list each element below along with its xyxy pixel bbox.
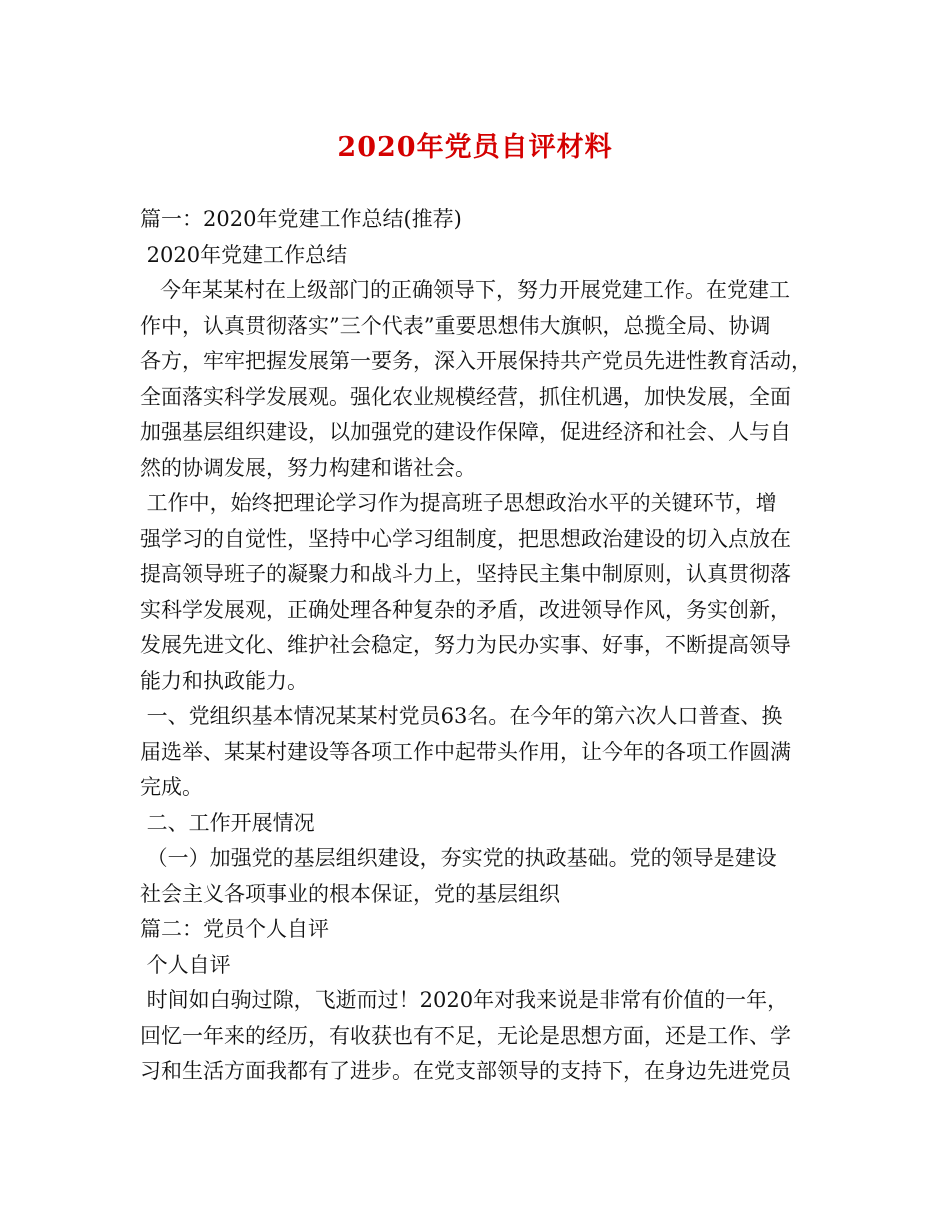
text-line: 社会主义各项事业的根本保证，党的基层组织 [140, 881, 560, 906]
text-line: 个人自评 [140, 952, 231, 977]
document-body [140, 202, 820, 1090]
text-line: 时间如白驹过隙，飞逝而过！2020年对我来说是非常有价值的一年， [140, 988, 789, 1012]
text-line: 各方，牢牢把握发展第一要务，深入开展保持共产党员先进性教育活动， [140, 349, 812, 373]
text-line: 提高领导班子的凝聚力和战斗力上，坚持民主集中制原则，认真贯彻落 [140, 562, 791, 586]
text-line: 实科学发展观，正确处理各种复杂的矛盾，改进领导作风，务实创新， [140, 597, 791, 622]
text-line: 加强基层组织建设，以加强党的建设作保障，促进经济和社会、人与自 [140, 420, 791, 444]
text-line: 二、工作开展情况 [140, 810, 315, 835]
text-line: 能力和执政能力。 [140, 668, 308, 693]
text-line: 全面落实科学发展观。强化农业规模经营，抓住机遇，加快发展，全面 [140, 384, 791, 409]
text-line: 强学习的自觉性，坚持中心学习组制度，把思想政治建设的切入点放在 [140, 526, 791, 551]
text-line: （一）加强党的基层组织建设，夯实党的执政基础。党的领导是建设 [140, 846, 777, 870]
text-line: 篇二：党员个人自评 [140, 917, 329, 941]
text-line: 一、党组织基本情况某某村党员63名。在今年的第六次人口普查、换 [140, 704, 783, 728]
text-line: 然的协调发展，努力构建和谐社会。 [140, 455, 476, 480]
document-title: 2020年党员自评材料 [337, 132, 613, 163]
text-line: 习和生活方面我都有了进步。在党支部领导的支持下，在身边先进党员 [140, 1059, 791, 1083]
text-line: 作中，认真贯彻落实”三个代表”重要思想伟大旗帜，总揽全局、协调 [140, 313, 771, 338]
text-line: 篇一：2020年党建工作总结(推荐) [140, 207, 462, 231]
text-line: 工作中，始终把理论学习作为提高班子思想政治水平的关键环节，增 [140, 491, 777, 515]
text-line: 完成。 [140, 775, 203, 799]
text-line: 回忆一年来的经历，有收获也有不足，无论是思想方面，还是工作、学 [140, 1023, 791, 1048]
text-line: 发展先进文化、维护社会稳定，努力为民办实事、好事，不断提高领导 [140, 633, 791, 657]
text-line: 届选举、某某村建设等各项工作中起带头作用，让今年的各项工作圆满 [140, 739, 791, 764]
text-line: 2020年党建工作总结 [140, 242, 348, 267]
text-line: 今年某某村在上级部门的正确领导下，努力开展党建工作。在党建工 [140, 278, 791, 302]
